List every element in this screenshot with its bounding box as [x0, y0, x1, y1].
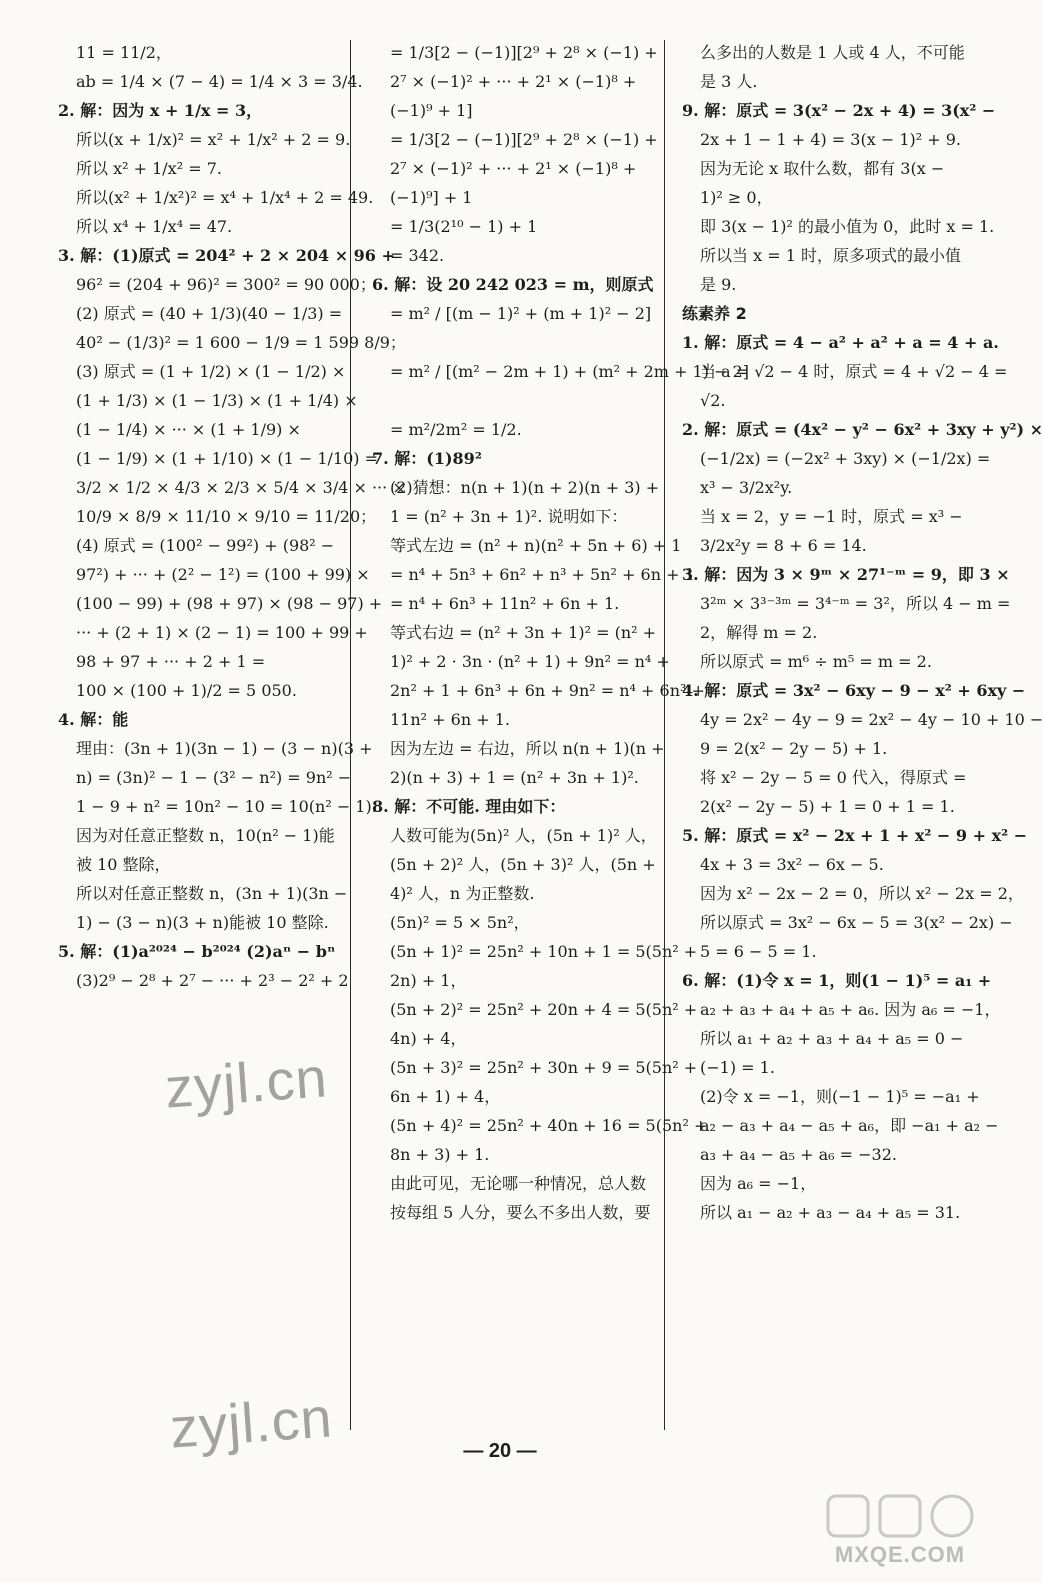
text-line: 等式右边 = (n² + 3n + 1)² = (n² +	[390, 623, 657, 642]
text-line: 5. 解：原式 = x² − 2x + 1 + x² − 9 + x² −	[682, 826, 1028, 845]
text-line: 因为左边 = 右边，所以 n(n + 1)(n +	[390, 739, 665, 758]
text-line: 所以 a₁ − a₂ + a₃ − a₄ + a₅ = 31.	[700, 1203, 961, 1222]
text-line: (5n + 4)² = 25n² + 40n + 16 = 5(5n² +	[390, 1116, 708, 1135]
text-line: (5n)² = 5 × 5n²，	[390, 913, 530, 932]
text-line: 4x + 3 = 3x² − 6x − 5.	[700, 855, 884, 874]
text-line: 因为 x² − 2x − 2 = 0，所以 x² − 2x = 2，	[700, 884, 1024, 903]
text-line: (1 − 1/9) × (1 + 1/10) × (1 − 1/10) =	[76, 449, 378, 468]
text-line: (2)猜想：n(n + 1)(n + 2)(n + 3) +	[390, 478, 660, 497]
text-line: (−1)⁹ + 1]	[390, 101, 473, 120]
text-line: a₂ − a₃ + a₄ − a₅ + a₆，即 −a₁ + a₂ −	[700, 1116, 999, 1135]
text-line: (−1/2x) = (−2x² + 3xy) × (−1/2x) =	[700, 449, 991, 468]
text-line: 1. 解：原式 = 4 − a² + a² + a = 4 + a.	[682, 333, 999, 352]
text-line: = m²/2m² = 1/2.	[390, 420, 522, 439]
text-line: 8n + 3) + 1.	[390, 1145, 490, 1164]
text-line: = m² / [(m − 1)² + (m + 1)² − 2]	[390, 304, 652, 323]
text-line: 97²) + ··· + (2² − 1²) = (100 + 99) ×	[76, 565, 370, 584]
text-line: a₂ + a₃ + a₄ + a₅ + a₆. 因为 a₆ = −1，	[700, 1000, 1001, 1019]
text-line: x³ − 3/2x²y.	[700, 478, 793, 497]
text-line: 10/9 × 8/9 × 11/10 × 9/10 = 11/20；	[76, 507, 377, 526]
text-column-left	[58, 38, 406, 995]
text-line: 6. 解：设 20 242 023 = m，则原式	[372, 275, 654, 294]
text-line	[372, 328, 654, 357]
text-line: 因为无论 x 取什么数，都有 3(x −	[700, 159, 945, 178]
text-line: = 1/3[2 − (−1)][2⁹ + 2⁸ × (−1) +	[390, 43, 658, 62]
text-line: (100 − 99) + (98 + 97) × (98 − 97) +	[76, 594, 383, 613]
text-line: 由此可见，无论哪一种情况，总人数	[390, 1174, 647, 1193]
text-line: 理由：(3n + 1)(3n − 1) − (3 − n)(3 +	[76, 739, 373, 758]
text-line: 2x + 1 − 1 + 4) = 3(x − 1)² + 9.	[700, 130, 961, 149]
text-line: 7. 解：(1)89²	[372, 449, 482, 468]
text-line: (1 + 1/3) × (1 − 1/3) × (1 + 1/4) ×	[76, 391, 358, 410]
text-line: 4)² 人，n 为正整数.	[390, 884, 535, 903]
text-line: 所以对任意正整数 n，(3n + 1)(3n −	[76, 884, 348, 903]
text-line: 即 3(x − 1)² 的最小值为 0，此时 x = 1.	[700, 217, 995, 236]
text-line: 2. 解：原式 = (4x² − y² − 6x² + 3xy + y²) ×	[682, 420, 1043, 439]
text-line: 1)² ≥ 0，	[700, 188, 773, 207]
text-line: 40² − (1/3)² = 1 600 − 1/9 = 1 599 8/9；	[76, 333, 406, 352]
text-line: n) = (3n)² − 1 − (3² − n²) = 9n² −	[76, 768, 352, 787]
text-line: = 1/3[2 − (−1)][2⁹ + 2⁸ × (−1) +	[390, 130, 658, 149]
text-line: 6. 解：(1)令 x = 1，则(1 − 1)⁵ = a₁ +	[682, 971, 992, 990]
text-line: (3)2⁹ − 2⁸ + 2⁷ − ··· + 2³ − 2² + 2	[76, 971, 349, 990]
text-line: = 342.	[390, 246, 445, 265]
text-line: 所以 a₁ + a₂ + a₃ + a₄ + a₅ = 0 −	[700, 1029, 964, 1048]
text-line: 是 3 人.	[700, 72, 758, 91]
text-line: 100 × (100 + 1)/2 = 5 050.	[76, 681, 297, 700]
text-line: ··· + (2 + 1) × (2 − 1) = 100 + 99 +	[76, 623, 368, 642]
text-line: √2.	[700, 391, 726, 410]
text-line: 5 = 6 − 5 = 1.	[700, 942, 817, 961]
text-line: 3/2x²y = 8 + 6 = 14.	[700, 536, 867, 555]
text-line: 8. 解：不可能. 理由如下：	[372, 797, 566, 816]
text-line: 所以原式 = 3x² − 6x − 5 = 3(x² − 2x) −	[700, 913, 1013, 932]
text-line: = 1/3(2¹⁰ − 1) + 1	[390, 217, 538, 236]
logo-mark-icon	[820, 1490, 980, 1542]
text-line: 9. 解：原式 = 3(x² − 2x + 4) = 3(x² −	[682, 101, 996, 120]
text-line: 3. 解：(1)原式 = 204² + 2 × 204 × 96 +	[58, 246, 395, 265]
text-line: 么多出的人数是 1 人或 4 人，不可能	[700, 43, 965, 62]
text-line: 2⁷ × (−1)² + ··· + 2¹ × (−1)⁸ +	[390, 72, 637, 91]
text-line	[372, 386, 654, 415]
text-line: (1 − 1/4) × ··· × (1 + 1/9) ×	[76, 420, 301, 439]
text-line: 2n² + 1 + 6n³ + 6n + 9n² = n⁴ + 6n³ +	[390, 681, 705, 700]
text-line: = m² / [(m² − 2m + 1) + (m² + 2m + 1) − 2]	[390, 362, 749, 381]
text-line: 3. 解：因为 3 × 9ᵐ × 27¹⁻ᵐ = 9，即 3 ×	[682, 565, 1010, 584]
text-line: (−1) = 1.	[700, 1058, 775, 1077]
text-line: 4. 解：原式 = 3x² − 6xy − 9 − x² + 6xy −	[682, 681, 1026, 700]
text-line: 因为对任意正整数 n，10(n² − 1)能	[76, 826, 335, 845]
text-line: (2)令 x = −1，则(−1 − 1)⁵ = −a₁ +	[700, 1087, 980, 1106]
text-line: 将 x² − 2y − 5 = 0 代入，得原式 =	[700, 768, 967, 787]
text-line: 3²ᵐ × 3³⁻³ᵐ = 3⁴⁻ᵐ = 3²，所以 4 − m =	[700, 594, 1011, 613]
text-line: 被 10 整除，	[76, 855, 171, 874]
text-line: (4) 原式 = (100² − 99²) + (98² −	[76, 536, 335, 555]
text-line: 96² = (204 + 96)² = 300² = 90 000；	[76, 275, 376, 294]
text-line: 4. 解：能	[58, 710, 129, 729]
page-number: — 20 —	[463, 1440, 537, 1462]
text-line: 2. 解：因为 x + 1/x = 3，	[58, 101, 263, 120]
text-line: 98 + 97 + ··· + 2 + 1 =	[76, 652, 266, 671]
text-line: (−1)⁹] + 1	[390, 188, 473, 207]
text-line: 4y = 2x² − 4y − 9 = 2x² − 4y − 10 + 10 −	[700, 710, 1043, 729]
text-line: (5n + 3)² = 25n² + 30n + 9 = 5(5n² +	[390, 1058, 698, 1077]
text-line: 所以当 x = 1 时，原多项式的最小值	[700, 246, 961, 265]
text-line: 所以(x + 1/x)² = x² + 1/x² + 2 = 9.	[76, 130, 351, 149]
text-line: 2n) + 1，	[390, 971, 467, 990]
text-column-right	[682, 38, 1043, 1227]
text-line: (2) 原式 = (40 + 1/3)(40 − 1/3) =	[76, 304, 343, 323]
text-line: (5n + 1)² = 25n² + 10n + 1 = 5(5n² +	[390, 942, 698, 961]
text-line: 练素养 2	[682, 304, 747, 323]
logo-text: MXQE.COM	[834, 1542, 966, 1567]
text-line: 1) − (3 − n)(3 + n)能被 10 整除.	[76, 913, 329, 932]
text-line: (3) 原式 = (1 + 1/2) × (1 − 1/2) ×	[76, 362, 346, 381]
text-line: 所以 x² + 1/x² = 7.	[76, 159, 222, 178]
watermark: zyjl.cn	[168, 1385, 335, 1460]
text-line: 等式左边 = (n² + n)(n² + 5n + 6) + 1	[390, 536, 682, 555]
text-line: 按每组 5 人分，要么不多出人数，要	[390, 1203, 651, 1222]
text-line: 5. 解：(1)a²⁰²⁴ − b²⁰²⁴ (2)aⁿ − bⁿ	[58, 942, 336, 961]
text-line: 2)(n + 3) + 1 = (n² + 3n + 1)².	[390, 768, 639, 787]
text-line: 2(x² − 2y − 5) + 1 = 0 + 1 = 1.	[700, 797, 955, 816]
site-logo	[820, 1490, 980, 1570]
text-line: 6n + 1) + 4，	[390, 1087, 501, 1106]
text-line: (5n + 2)² = 25n² + 20n + 4 = 5(5n² +	[390, 1000, 698, 1019]
text-line: 3/2 × 1/2 × 4/3 × 2/3 × 5/4 × 3/4 × ··· ×	[76, 478, 406, 497]
text-line: a₃ + a₄ − a₅ + a₆ = −32.	[700, 1145, 897, 1164]
watermark: zyjl.cn	[163, 1045, 330, 1120]
text-line: = n⁴ + 6n³ + 11n² + 6n + 1.	[390, 594, 620, 613]
text-line: = n⁴ + 5n³ + 6n² + n³ + 5n² + 6n + 1	[390, 565, 695, 584]
text-line: 4n) + 4，	[390, 1029, 467, 1048]
text-line: 1)² + 2 · 3n · (n² + 1) + 9n² = n⁴ +	[390, 652, 670, 671]
text-line: 1 = (n² + 3n + 1)². 说明如下：	[390, 507, 628, 526]
text-line: 1 − 9 + n² = 10n² − 10 = 10(n² − 1).	[76, 797, 377, 816]
text-line: 当 x = 2，y = −1 时，原式 = x³ −	[700, 507, 963, 526]
text-line: (5n + 2)² 人，(5n + 3)² 人，(5n +	[390, 855, 656, 874]
text-line: 人数可能为(5n)² 人，(5n + 1)² 人，	[390, 826, 657, 845]
text-line: 所以 x⁴ + 1/x⁴ = 47.	[76, 217, 233, 236]
text-line: 所以原式 = m⁶ ÷ m⁵ = m = 2.	[700, 652, 932, 671]
text-line: 因为 a₆ = −1，	[700, 1174, 817, 1193]
text-line: ab = 1/4 × (7 − 4) = 1/4 × 3 = 3/4.	[76, 72, 363, 91]
text-line: 2，解得 m = 2.	[700, 623, 818, 642]
text-line: 9 = 2(x² − 2y − 5) + 1.	[700, 739, 888, 758]
text-line: 11 = 11/2，	[76, 43, 172, 62]
text-line: 所以(x² + 1/x²)² = x⁴ + 1/x⁴ + 2 = 49.	[76, 188, 374, 207]
text-line: 11n² + 6n + 1.	[390, 710, 510, 729]
text-line: 是 9.	[700, 275, 737, 294]
text-line: 2⁷ × (−1)² + ··· + 2¹ × (−1)⁸ +	[390, 159, 637, 178]
text-line: 当 a = √2 − 4 时，原式 = 4 + √2 − 4 =	[700, 362, 1008, 381]
